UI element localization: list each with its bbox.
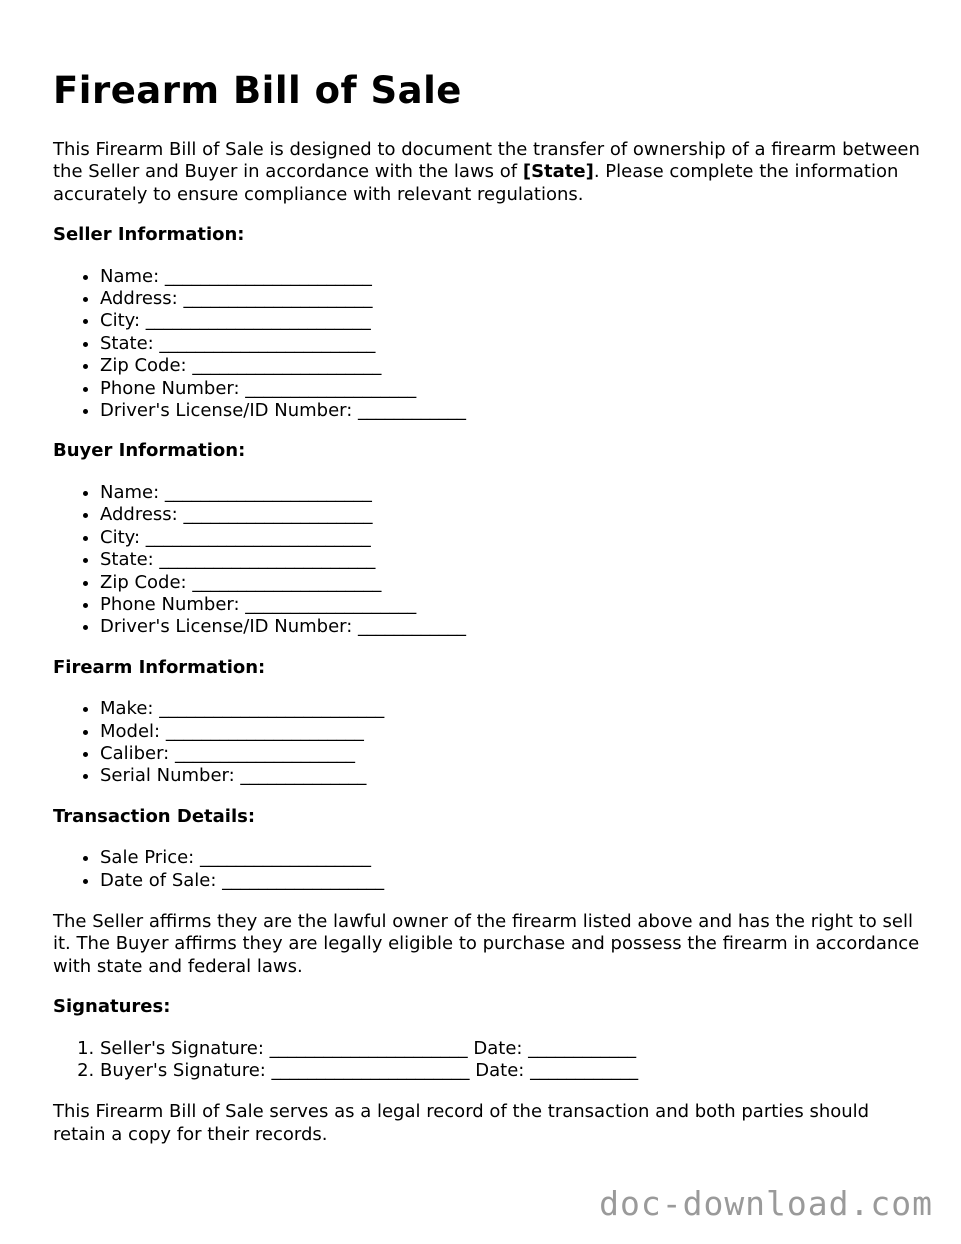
firearm-section-heading: Firearm Information: (53, 656, 266, 678)
firearm-fields-list (53, 698, 923, 788)
seller-license-field: • Driver's License/ID Number: ____________ (100, 400, 923, 422)
buyer-phone-field: • Phone Number: ___________________ (100, 594, 923, 616)
seller-address-field: • Address: _____________________ (100, 288, 923, 310)
firearm-serial-field: • Serial Number: ______________ (100, 765, 923, 787)
seller-signature-line: 1. Seller's Signature: ______________________ Date: ____________ (100, 1038, 923, 1060)
affirmation-paragraph: The Seller affirms they are the lawful owner of the firearm listed above and has the right to sell it. The Buyer affirms they are legally eligible to purchase and possess the firearm in accordance with state and federal laws. (53, 910, 920, 977)
buyer-city-field: • City: _________________________ (100, 527, 923, 549)
firearm-make-field: • Make: _________________________ (100, 698, 923, 720)
seller-name-field: • Name: _______________________ (100, 266, 923, 288)
signatures-section-heading: Signatures: (53, 996, 171, 1018)
firearm-model-field: • Model: ______________________ (100, 721, 923, 743)
page-title: Firearm Bill of Sale (53, 69, 462, 112)
buyer-address-field: • Address: _____________________ (100, 504, 923, 526)
buyer-signature-line: 2. Buyer's Signature: ______________________ Date: ____________ (100, 1060, 923, 1082)
state-placeholder: [State] (522, 161, 594, 183)
seller-state-field: • State: ________________________ (100, 333, 923, 355)
intro-text-after: . Please complete the information accurately to ensure compliance with relevant regulations. (53, 161, 899, 205)
buyer-state-field: • State: ________________________ (100, 549, 923, 571)
seller-zip-field: • Zip Code: _____________________ (100, 355, 923, 377)
intro-text-before: This Firearm Bill of Sale is designed to document the transfer of ownership of a firearm between the Seller and Buyer in accordance with the laws of (53, 139, 920, 183)
sale-price-field: • Sale Price: ___________________ (100, 847, 923, 869)
seller-phone-field: • Phone Number: ___________________ (100, 378, 923, 400)
seller-city-field: • City: _________________________ (100, 310, 923, 332)
signatures-list (53, 1038, 923, 1083)
intro-paragraph (53, 139, 923, 206)
buyer-fields-list (53, 482, 923, 639)
transaction-fields-list (53, 847, 923, 892)
transaction-section-heading: Transaction Details: (53, 805, 256, 827)
sale-date-field: • Date of Sale: __________________ (100, 870, 923, 892)
seller-fields-list (53, 266, 923, 423)
buyer-zip-field: • Zip Code: _____________________ (100, 572, 923, 594)
buyer-section-heading: Buyer Information: (53, 440, 246, 462)
buyer-license-field: • Driver's License/ID Number: ____________ (100, 616, 923, 638)
buyer-name-field: • Name: _______________________ (100, 482, 923, 504)
site-watermark: doc-download.com (599, 1184, 933, 1223)
seller-section-heading: Seller Information: (53, 224, 245, 246)
firearm-caliber-field: • Caliber: ____________________ (100, 743, 923, 765)
document-page (53, 0, 923, 1146)
closing-paragraph: This Firearm Bill of Sale serves as a legal record of the transaction and both parties should retain a copy for their records. (53, 1101, 870, 1145)
